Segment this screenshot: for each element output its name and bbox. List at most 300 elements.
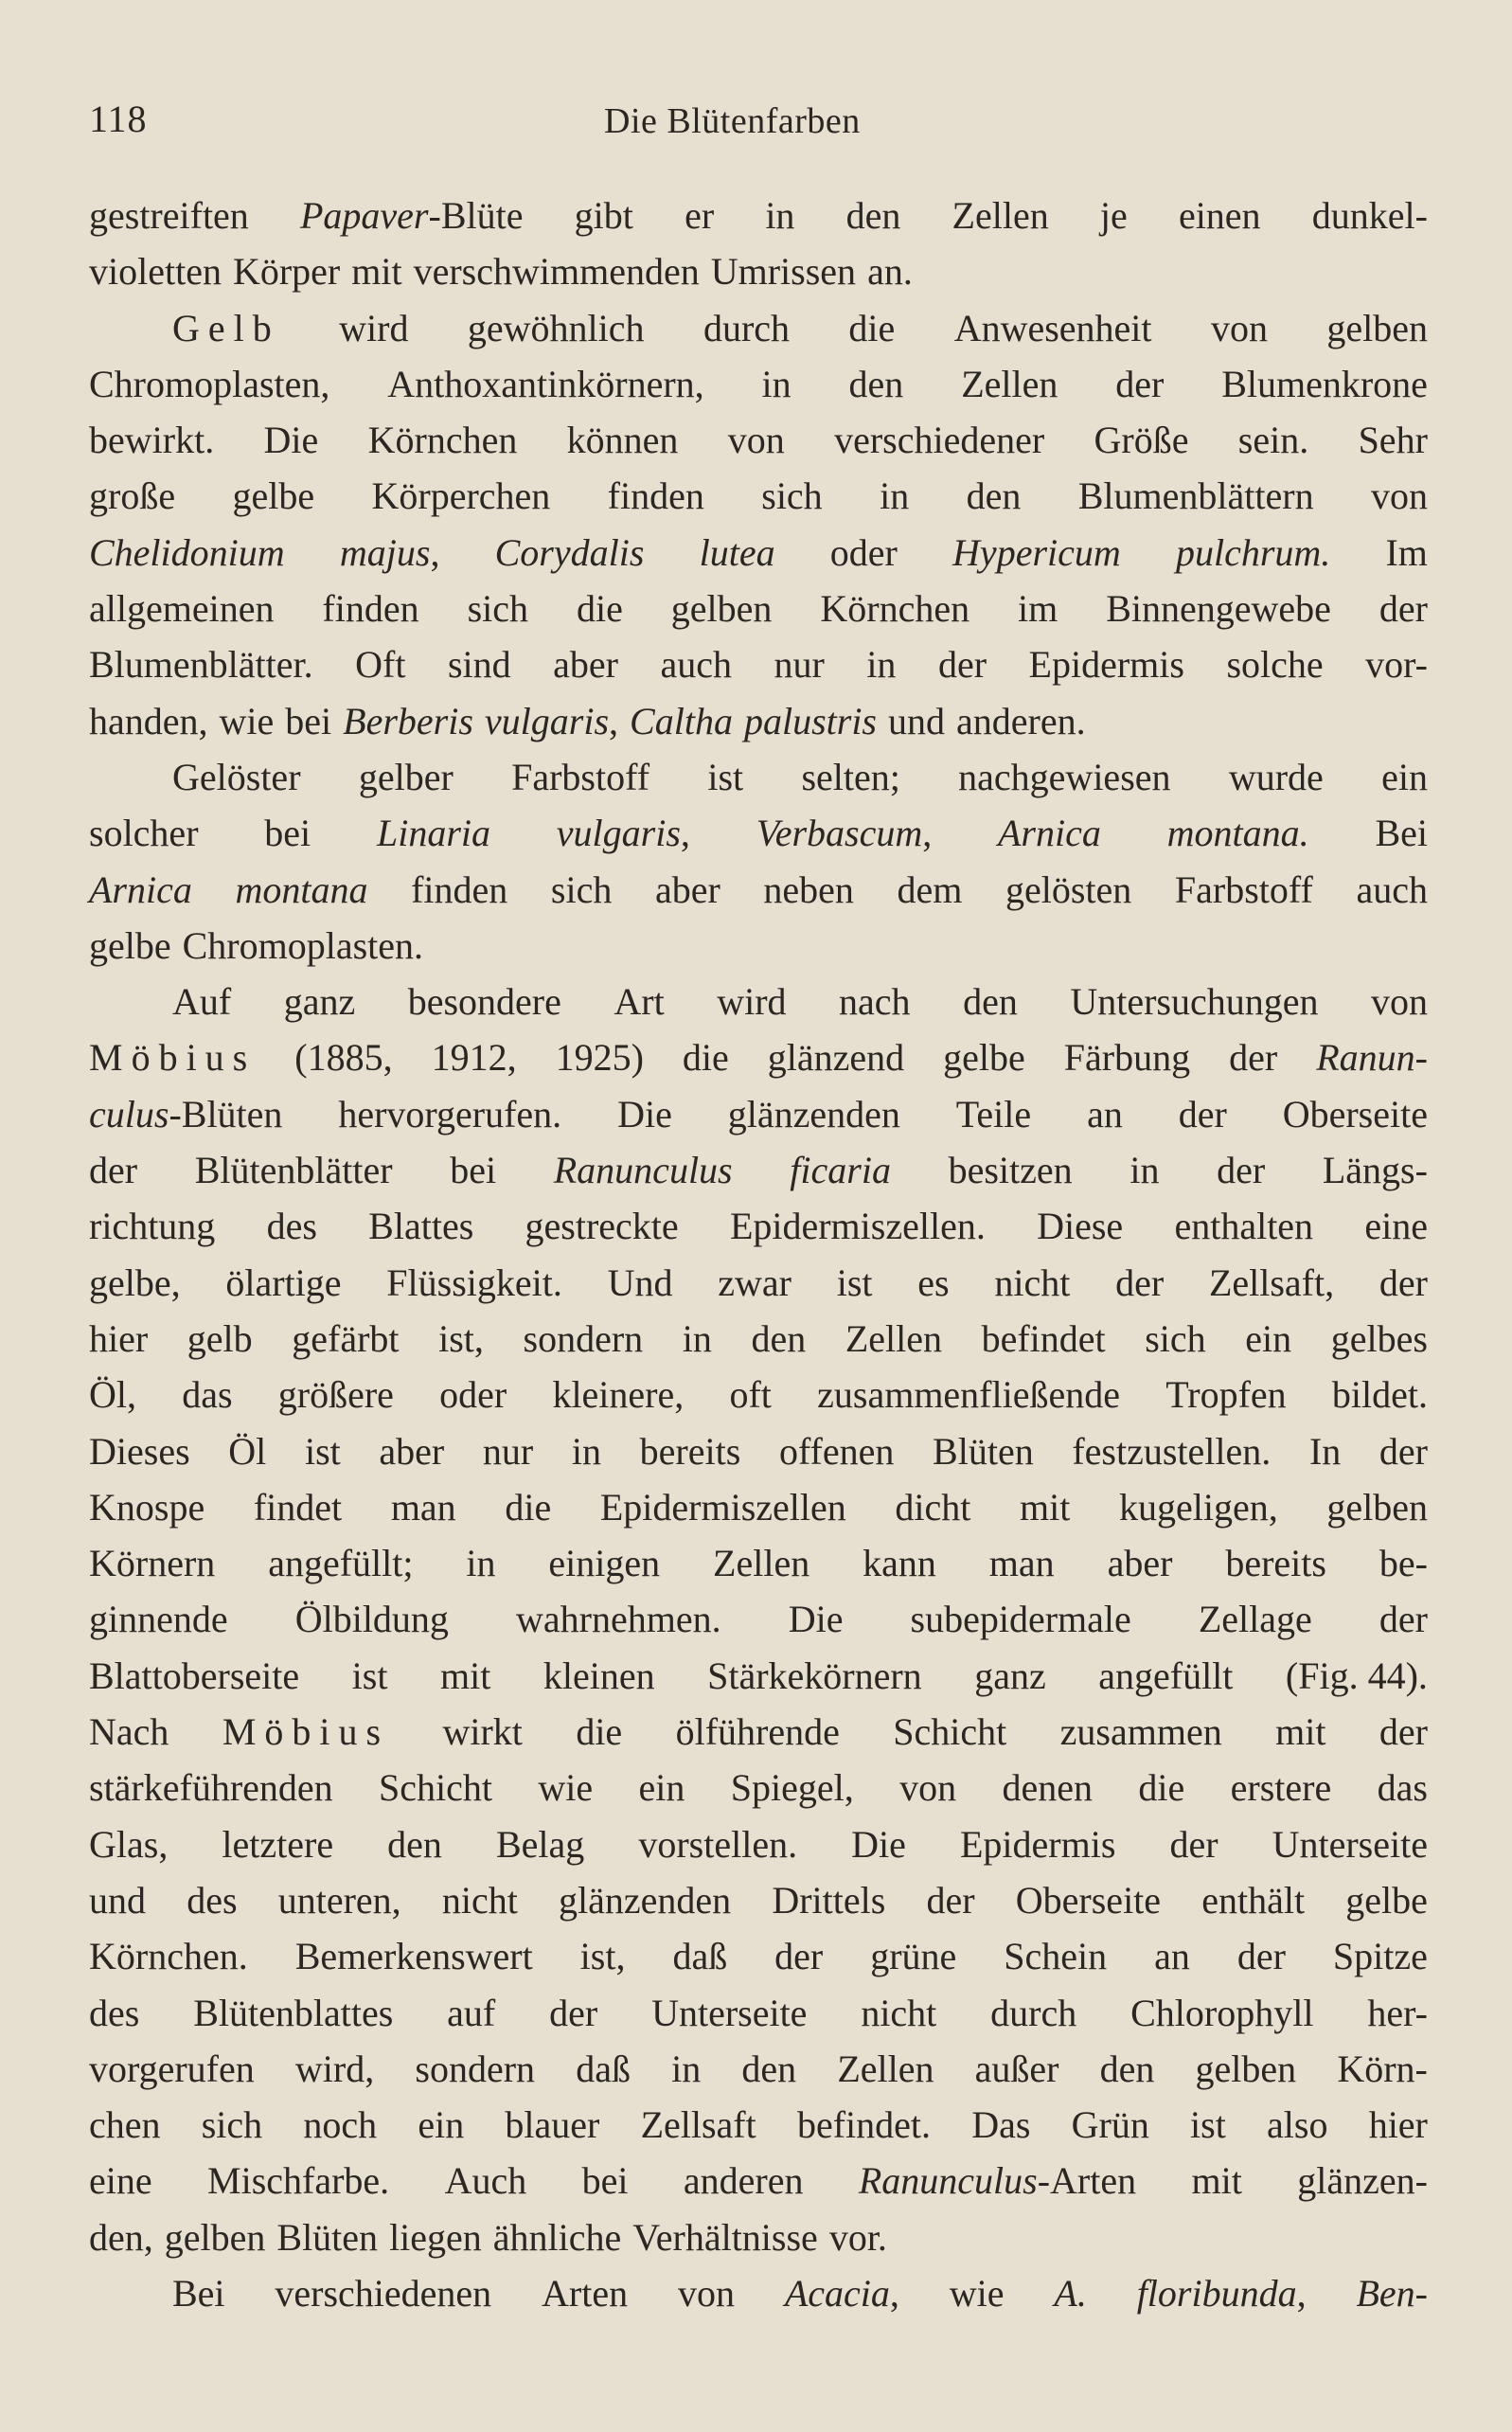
word (1326, 1479, 1428, 1535)
text-line (89, 1423, 1428, 1479)
word-text: also (1267, 2103, 1328, 2147)
word-text: in (571, 1429, 601, 1473)
word (1054, 2265, 1086, 2321)
word-text: der (926, 1878, 975, 1922)
word-text: man (988, 1542, 1055, 1585)
word-text: ginnende (89, 1598, 228, 1641)
word-text: verschiedener (834, 419, 1045, 462)
word-text: können (566, 419, 679, 462)
italic-text: vulgaris (484, 699, 610, 742)
word (575, 188, 633, 243)
word-text: von (1370, 980, 1428, 1024)
word-text: Drittels (772, 1878, 886, 1922)
word-text: her- (1367, 1991, 1428, 2034)
word (89, 636, 313, 692)
word-text: Ölbildung (294, 1598, 449, 1641)
body-text (89, 188, 1428, 2321)
word-text: 1925) (555, 1036, 644, 1080)
word (450, 1142, 496, 1198)
word-text: Körn- (1337, 2047, 1428, 2090)
word (1060, 1704, 1222, 1760)
word (89, 1591, 228, 1647)
word (386, 1255, 562, 1311)
word (89, 1086, 282, 1142)
word-text: der (1379, 1598, 1428, 1641)
word (172, 300, 280, 356)
word (89, 1029, 256, 1085)
word (493, 2209, 622, 2265)
word-text: den, (89, 2215, 153, 2259)
word-text: die (1138, 1766, 1185, 1810)
word-text: in (466, 1542, 496, 1585)
word-text: den (387, 1822, 442, 1866)
word (355, 636, 405, 692)
word (1211, 300, 1268, 356)
word (1190, 2097, 1226, 2153)
word (1365, 636, 1428, 692)
word (466, 1535, 495, 1591)
word-text: Gelöster (172, 755, 301, 798)
word (89, 1928, 248, 1984)
word (89, 412, 214, 468)
word (439, 1367, 507, 1422)
word (863, 1535, 936, 1591)
word (703, 300, 790, 356)
word (1072, 2097, 1149, 2153)
word (963, 974, 1018, 1029)
word-suffix: , (609, 699, 619, 742)
word (1094, 412, 1189, 468)
word (638, 1816, 797, 1872)
word (938, 636, 987, 692)
word-text: wahrnehmen. (516, 1598, 721, 1641)
italic-text: Ben- (1356, 2271, 1428, 2315)
word-text: nicht (994, 1261, 1071, 1304)
word (202, 2097, 262, 2153)
word-text: nach (839, 980, 911, 1024)
word (351, 243, 401, 299)
word-text: Verhältnisse (632, 2215, 818, 2259)
word (1379, 1535, 1428, 1591)
text-line (89, 2153, 1428, 2208)
word-text: besitzen (948, 1149, 1073, 1192)
italic-text: lutea (699, 530, 775, 574)
word (285, 693, 331, 749)
word-text: gelbe (232, 474, 315, 518)
word-text: solche (1226, 643, 1324, 687)
word (268, 1535, 413, 1591)
word (1201, 1872, 1305, 1928)
word-text: der (1115, 362, 1165, 405)
word-text: Oberseite (1282, 1092, 1428, 1136)
word (89, 1142, 137, 1198)
word-text: Blüten (276, 2215, 379, 2259)
word (1238, 412, 1308, 468)
word (543, 1648, 655, 1704)
word (1379, 581, 1428, 636)
word (861, 1985, 936, 2041)
word (700, 525, 775, 581)
word (683, 1311, 712, 1367)
word-text: der (1229, 1036, 1278, 1080)
word (829, 2209, 887, 2265)
word-text: Oft (355, 643, 406, 687)
text-line (89, 2265, 1428, 2321)
word-text: sich (201, 2103, 263, 2147)
italic-text: Arnica (89, 867, 192, 911)
word (1154, 1928, 1190, 1984)
word-text: Chromoplasten, (89, 362, 330, 405)
word-text: Dieses (89, 1429, 190, 1473)
italic-text: Corydalis (494, 530, 645, 574)
word-text: von (1370, 474, 1428, 518)
word (728, 412, 785, 468)
word-text: Die (617, 1092, 672, 1136)
word-text: handen, (89, 699, 208, 742)
word (193, 1985, 393, 2041)
word (511, 749, 649, 805)
word (542, 2265, 628, 2321)
word-text: nicht (861, 1991, 937, 2034)
spaced-name: Möbius (89, 1036, 257, 1080)
word-text: Chromoplasten. (182, 923, 424, 967)
word-suffix: -Blüte (428, 194, 524, 237)
word (639, 1760, 685, 1815)
word (222, 1704, 389, 1760)
word-text: der (937, 643, 987, 687)
word (1100, 188, 1128, 243)
word-text: Teile (955, 1092, 1032, 1136)
word-text: aber (553, 643, 618, 687)
word-text: denen (1002, 1766, 1094, 1810)
word (232, 468, 314, 524)
word (1115, 1255, 1164, 1311)
word (608, 468, 704, 524)
word (820, 581, 969, 636)
word-text: besondere (407, 980, 561, 1024)
word (89, 1648, 299, 1704)
word (898, 862, 963, 918)
word-text: subepidermale (910, 1598, 1131, 1641)
word-text: Das (971, 2103, 1031, 2147)
text-line (89, 1479, 1428, 1535)
word-text: den (848, 362, 904, 405)
word (275, 2265, 491, 2321)
word-text: wird (717, 980, 787, 1024)
word-text: Größe (1094, 419, 1189, 462)
word-text: bildet. (1331, 1373, 1428, 1417)
word (89, 1367, 136, 1422)
word (837, 1255, 873, 1311)
italic-text: Hypericum (952, 530, 1121, 574)
text-line (89, 1311, 1428, 1367)
word-text: Knospe (89, 1485, 205, 1529)
word-text: Im (1385, 530, 1428, 574)
word-text: mit (439, 1654, 491, 1697)
word-text: den (741, 2047, 797, 2090)
word (617, 1086, 672, 1142)
word (717, 974, 786, 1029)
word-text: mit (1020, 1485, 1071, 1529)
word (943, 1029, 1025, 1085)
word-text: große (89, 474, 176, 518)
italic-text: floribunda (1136, 2271, 1297, 2315)
word-text: Farbstoff (1174, 867, 1313, 911)
word (1379, 1704, 1428, 1760)
word (220, 693, 275, 749)
word (303, 2097, 377, 2153)
word-text: bereits (639, 1429, 741, 1473)
italic-text: Berberis (343, 699, 473, 742)
word-text: sondern (415, 2047, 536, 2090)
word-text: gelbe (89, 923, 171, 967)
italic-text: Chelidonium (89, 530, 285, 574)
word-text: ölführende (675, 1710, 840, 1754)
word (89, 1479, 205, 1535)
word (254, 1479, 342, 1535)
word (839, 974, 911, 1029)
word-text: der (1115, 1261, 1165, 1304)
word-text: allgemeinen (89, 587, 275, 631)
word-text: vorgerufen (89, 2047, 255, 2090)
word-text: des (89, 1991, 140, 2034)
word (391, 1479, 456, 1535)
text-line (89, 1086, 1428, 1142)
word-text: Blattes (368, 1205, 474, 1248)
word (718, 1255, 792, 1311)
word (1138, 1760, 1184, 1815)
word (660, 636, 732, 692)
word-text: Auch (444, 2159, 527, 2203)
word-text: Körper (232, 250, 341, 294)
word-text: der (1379, 1261, 1428, 1304)
word-text: oft (729, 1373, 772, 1417)
word (89, 1704, 169, 1760)
word-text: enthält (1201, 1878, 1306, 1922)
word (89, 1198, 215, 1254)
word (172, 2265, 225, 2321)
word-text: durch (990, 1991, 1077, 2034)
word (1199, 1591, 1312, 1647)
word-text: Zellage (1198, 1598, 1312, 1641)
word (1229, 749, 1324, 805)
word-text: daß (672, 1935, 728, 1978)
word-text: in (765, 194, 795, 237)
word-text: nicht (441, 1878, 518, 1922)
text-line (89, 1591, 1428, 1647)
word-text: in (880, 474, 910, 518)
word (1316, 1029, 1428, 1085)
word-text: Bei (1375, 812, 1428, 855)
word (505, 2097, 599, 2153)
word (772, 1872, 885, 1928)
text-line (89, 1029, 1428, 1085)
word (1119, 1479, 1278, 1535)
word (1130, 1985, 1313, 2041)
word-text: ist (304, 1429, 341, 1473)
word (950, 2265, 1005, 2321)
word-text: einen (1178, 194, 1261, 237)
word-text: grüne (870, 1935, 957, 1978)
word (89, 243, 222, 299)
word (728, 1086, 900, 1142)
word (496, 1816, 584, 1872)
word-text: den (963, 980, 1018, 1024)
word (1229, 1029, 1277, 1085)
word-text: anderen. (956, 699, 1086, 742)
word (899, 1760, 956, 1815)
word-text: einigen (548, 1542, 661, 1585)
word (557, 805, 690, 861)
word-text: glänzend (767, 1036, 905, 1080)
word (1174, 1198, 1313, 1254)
word-text: er (685, 194, 715, 237)
word (989, 1535, 1055, 1591)
word-text: der (1217, 1149, 1266, 1192)
word (438, 1311, 484, 1367)
word (1356, 2265, 1428, 2321)
word-text: an. (867, 250, 913, 294)
word (516, 1591, 721, 1647)
word-text: aber (1107, 1542, 1173, 1585)
word-text: solcher (89, 812, 199, 855)
word-text: Blattoberseite (89, 1654, 300, 1697)
word (468, 581, 528, 636)
word (830, 525, 898, 581)
text-line (89, 636, 1428, 692)
word (888, 693, 945, 749)
word (582, 2153, 629, 2208)
word-text: gelbes (1330, 1316, 1428, 1360)
word (1016, 1872, 1161, 1928)
word (187, 1311, 253, 1367)
word (89, 356, 329, 412)
word (89, 2041, 255, 2097)
word (974, 1648, 1046, 1704)
word (89, 1255, 181, 1311)
word (235, 862, 367, 918)
word (1098, 1648, 1233, 1704)
word-text: Zellen (952, 194, 1049, 237)
word (933, 1423, 1034, 1479)
word (713, 1535, 809, 1591)
word-text: auch (660, 643, 732, 687)
italic-text: Ranun- (1316, 1036, 1428, 1080)
word-text: gefärbt (292, 1316, 400, 1360)
word (880, 468, 909, 524)
word-text: sondern (523, 1316, 644, 1360)
word (294, 1029, 392, 1085)
word (195, 1142, 393, 1198)
word-text: gestreiften (89, 194, 249, 237)
text-line (89, 693, 1428, 749)
italic-text: Acacia (784, 2271, 890, 2315)
word (744, 693, 877, 749)
word-text: Blumenblättern (1077, 474, 1314, 518)
word-text: Schicht (893, 1710, 1007, 1754)
word (1196, 2041, 1297, 2097)
text-line (89, 2041, 1428, 2097)
word-text: Die (788, 1598, 844, 1641)
word-text: Glas, (89, 1822, 169, 1866)
word-text: eine (89, 2159, 152, 2203)
word (371, 468, 550, 524)
word (1345, 1872, 1428, 1928)
word (729, 1367, 771, 1422)
word-text: gelben (1326, 306, 1428, 349)
word (1078, 468, 1314, 524)
word-text: zusammenfließende (817, 1373, 1120, 1417)
word (676, 1704, 840, 1760)
word-text: in (682, 1316, 712, 1360)
word (1297, 2153, 1428, 2208)
word (949, 1142, 1073, 1198)
text-line (89, 1928, 1428, 1984)
word-text: festzustellen. (1072, 1429, 1272, 1473)
word (849, 356, 904, 412)
word-text: Schein (1004, 1935, 1108, 1978)
word-text: nur (482, 1429, 534, 1473)
word-text: be- (1379, 1542, 1428, 1585)
word (278, 1367, 394, 1422)
word-text: Blumenkrone (1221, 362, 1428, 405)
word (89, 468, 175, 524)
word (549, 1985, 597, 2041)
word-text: durch (703, 306, 791, 349)
word (707, 749, 743, 805)
word-text: je (1099, 194, 1128, 237)
word (225, 1255, 341, 1311)
word-text: ist (707, 755, 744, 798)
word-text: finden (322, 587, 419, 631)
word-text: Belag (495, 1822, 585, 1866)
word-text: sein. (1237, 419, 1309, 462)
word-text: an (1154, 1935, 1190, 1978)
word (228, 1423, 266, 1479)
word-text: und (89, 1878, 146, 1922)
word-text: gelben (164, 2215, 266, 2259)
word (1165, 1367, 1286, 1422)
word (1167, 805, 1309, 861)
word (440, 1648, 490, 1704)
word-text: violetten (89, 250, 222, 294)
word (917, 1255, 949, 1311)
word (172, 974, 231, 1029)
word-text: Färbung (1063, 1036, 1191, 1080)
word-text: Auf (172, 980, 232, 1024)
word-text: Blüten (933, 1429, 1034, 1473)
word (295, 1928, 533, 1984)
word-text: oder (829, 530, 898, 574)
italic-text: palustris (743, 699, 877, 742)
word (801, 749, 899, 805)
word-text: verschwimmenden (413, 250, 700, 294)
word-text: wird (339, 306, 409, 349)
word (415, 2041, 535, 2097)
word (1004, 1928, 1107, 1984)
word-text: aber (379, 1429, 445, 1473)
word-text: von (899, 1766, 957, 1810)
word (89, 918, 171, 974)
word-suffix: -Blüten (169, 1092, 283, 1136)
text-line (89, 918, 1428, 974)
word (1375, 805, 1428, 861)
word (89, 1872, 146, 1928)
word-text: Anwesenheit (953, 306, 1152, 349)
word-text: gelbe (1345, 1878, 1428, 1922)
italic-text: Ranunculus (553, 1149, 733, 1192)
word (763, 862, 854, 918)
